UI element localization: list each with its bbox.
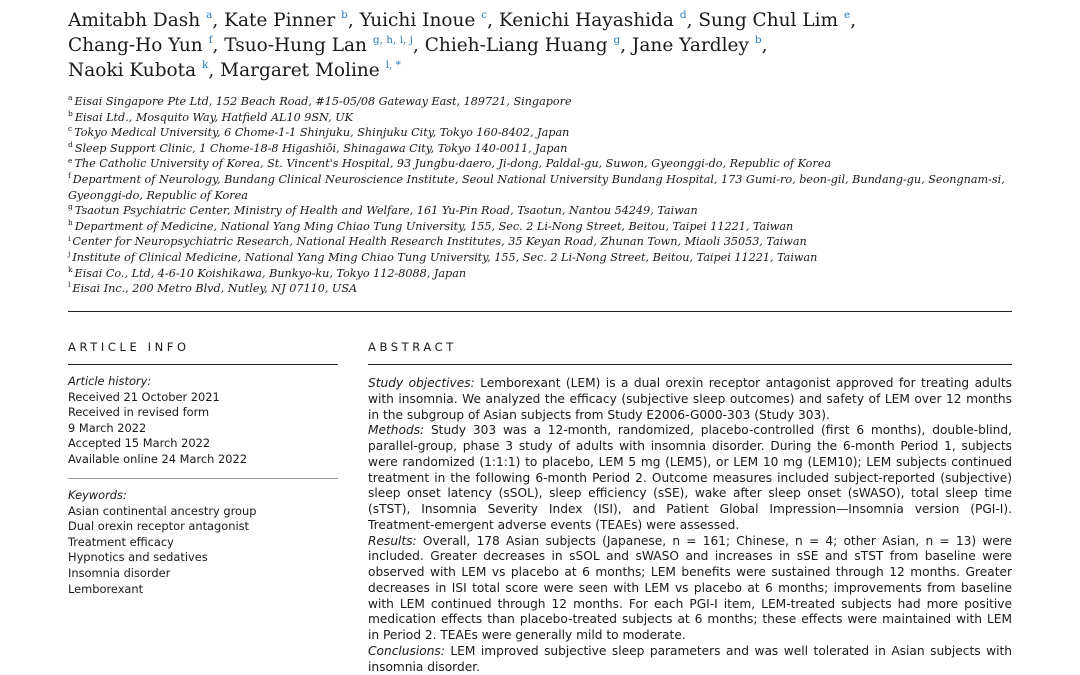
- author-separator: ,: [208, 60, 221, 81]
- abstract-conclusions: [368, 644, 1012, 675]
- author-affiliation-marker[interactable]: b: [754, 33, 762, 46]
- author-affiliation-marker[interactable]: d: [679, 8, 687, 21]
- author-name: Sung Chul Lim: [698, 10, 839, 31]
- affiliation-item: [68, 156, 1028, 172]
- affiliation-item: [68, 141, 1028, 157]
- affiliation-text: Center for Neuropsychiatric Research, National Health Research Institutes, 35 Keyan Road, Zhunan Town, Miaoli 35053, Taiwan: [72, 235, 807, 249]
- top-divider: [68, 311, 1012, 312]
- abstract-methods: [368, 423, 1012, 533]
- article-info-divider: [68, 364, 338, 365]
- affiliation-marker: c: [68, 124, 73, 134]
- affiliation-item: [68, 266, 1028, 282]
- keywords: [68, 488, 338, 597]
- affiliation-item: [68, 172, 1028, 203]
- author-affiliation-marker[interactable]: e: [843, 8, 851, 21]
- author-separator: ,: [212, 10, 225, 31]
- affiliation-text: Department of Medicine, National Yang Ming Chiao Tung University, 155, Sec. 2 Li-Nong Street, Beitou, Taipei 11221, Taiwan: [74, 219, 794, 233]
- history-line: Available online 24 March 2022: [68, 451, 247, 466]
- author-affiliation-marker[interactable]: a: [206, 8, 213, 21]
- keyword-item: Hypnotics and sedatives: [68, 550, 208, 565]
- author-name: Margaret Moline: [220, 60, 380, 81]
- affiliation-marker: b: [68, 108, 73, 118]
- keywords-label: Keywords:: [68, 488, 127, 502]
- author-affiliation-marker[interactable]: l, *: [385, 58, 401, 71]
- keyword-item: Insomnia disorder: [68, 565, 171, 580]
- author-name: Naoki Kubota: [68, 60, 197, 81]
- history-line: 9 March 2022: [68, 420, 147, 435]
- affiliation-marker: h: [68, 218, 73, 228]
- author-affiliation-marker[interactable]: g: [613, 33, 621, 46]
- abstract-heading: ABSTRACT: [368, 340, 457, 354]
- author-affiliation-marker[interactable]: f: [208, 33, 213, 46]
- author-separator: ,: [487, 10, 499, 31]
- affiliation-text: Sleep Support Clinic, 1 Chome-18-8 Higashiōi, Shinagawa City, Tokyo 140-0011, Japan: [74, 141, 568, 155]
- author-separator: ,: [686, 10, 699, 31]
- affiliation-text: Tsaotun Psychiatric Center, Ministry of Health and Welfare, 161 Yu-Pin Road, Tsaotun, Nantou 54249, Taiwan: [74, 204, 698, 218]
- author-name: Kate Pinner: [224, 10, 336, 31]
- keyword-item: Lemborexant: [68, 581, 144, 596]
- affiliation-text: Eisai Co., Ltd, 4-6-10 Koishikawa, Bunkyo-ku, Tokyo 112-8088, Japan: [74, 266, 467, 280]
- keywords-divider: [68, 478, 338, 479]
- author-separator: ,: [850, 10, 857, 31]
- abstract-divider: [368, 364, 1012, 365]
- affiliation-item: [68, 234, 1028, 250]
- affiliation-text: Eisai Ltd., Mosquito Way, Hatfield AL10 9SN, UK: [74, 110, 354, 124]
- affiliation-marker: k: [68, 264, 73, 274]
- author-name: Yuichi Inoue: [359, 10, 476, 31]
- affiliation-marker: g: [68, 202, 73, 212]
- affiliation-marker: e: [68, 155, 73, 165]
- history-line: Received in revised form: [68, 405, 210, 420]
- affiliation-item: [68, 203, 1028, 219]
- affiliation-text: Institute of Clinical Medicine, National Yang Ming Chiao Tung University, 155, Sec. 2 Li-Nong Street, Beitou, Taipei 11221, Taiwan: [72, 250, 818, 264]
- affiliation-item: [68, 110, 1028, 126]
- author-name: Chang-Ho Yun: [68, 35, 203, 56]
- author-separator: ,: [761, 35, 768, 56]
- keyword-item: Asian continental ancestry group: [68, 503, 257, 518]
- author-name: Kenichi Hayashida: [498, 10, 674, 31]
- conclusions-text: LEM improved subjective sleep parameters and was well tolerated in Asian subjects with insomnia disorder.: [368, 643, 1012, 674]
- author-affiliation-marker[interactable]: c: [481, 8, 488, 21]
- author-separator: ,: [212, 35, 225, 56]
- author-name: Chieh-Liang Huang: [424, 35, 608, 56]
- results-text: Overall, 178 Asian subjects (Japanese, n = 161; Chinese, n = 4; other Asian, n = 13) were included. Greater decreases in sSOL and sWASO and increases in sSE and sTST from baseline were observed with LEM vs placebo at 6 months; LEM benefits were sustained through 12 months. Greater decreases in ISI total score were seen with LEM vs placebo at 6 months; improvements from baseline with LEM continued through 12 months. For each PGI-I item, LEM-treated subjects had more positive medication effects than placebo-treated subjects at 6 months; these effects were maintained with LEM in Period 2. TEAEs were generally mild to moderate.: [368, 533, 1012, 642]
- author-list: [68, 8, 1028, 83]
- abstract-objectives: [368, 376, 1012, 423]
- author-separator: ,: [620, 35, 632, 56]
- author-affiliation-marker[interactable]: b: [341, 8, 348, 21]
- affiliation-marker: i: [68, 233, 71, 243]
- author-separator: ,: [347, 10, 360, 31]
- affiliation-text: Eisai Inc., 200 Metro Blvd, Nutley, NJ 07110, USA: [72, 282, 358, 296]
- author-name: Jane Yardley: [631, 35, 749, 56]
- affiliation-text: Eisai Singapore Pte Ltd, 152 Beach Road, #15-05/08 Gateway East, 189721, Singapore: [74, 95, 572, 108]
- affiliation-marker: j: [68, 249, 71, 259]
- results-label: Results:: [368, 533, 417, 548]
- affiliation-item: [68, 219, 1028, 235]
- author-affiliation-marker[interactable]: g, h, i, j: [372, 33, 413, 46]
- affiliation-marker: d: [68, 140, 73, 150]
- objectives-label: Study objectives:: [368, 376, 475, 390]
- author-separator: ,: [412, 35, 425, 56]
- abstract-results: [368, 534, 1012, 644]
- article-history: [68, 374, 338, 468]
- affiliation-marker: f: [68, 171, 71, 181]
- affiliation-text: Department of Neurology, Bundang Clinical Neuroscience Institute, Seoul National University Bundang Hospital, 173 Gumi-ro, beon-gil, Bundang-gu, Seongnam-si, Gyeonggi-do, Republic of Korea: [68, 172, 1005, 202]
- article-history-label: Article history:: [68, 374, 152, 388]
- objectives-text: Lemborexant (LEM) is a dual orexin receptor antagonist approved for treating adults with insomnia. We analyzed the efficacy (subjective sleep outcomes) and safety of LEM over 12 months in the subgroup of Asian subjects from Study E2006-G000-303 (Study 303).: [368, 376, 1013, 422]
- abstract-body: [368, 376, 1012, 675]
- affiliation-text: The Catholic University of Korea, St. Vincent's Hospital, 93 Jungbu-daero, Ji-dong, Paldal-gu, Suwon, Gyeonggi-do, Republic of Korea: [74, 157, 832, 171]
- affiliation-marker: a: [68, 93, 73, 103]
- conclusions-label: Conclusions:: [368, 643, 445, 658]
- article-info-heading: ARTICLE INFO: [68, 340, 190, 354]
- affiliation-item: [68, 281, 1028, 297]
- keyword-item: Dual orexin receptor antagonist: [68, 519, 250, 534]
- affiliation-item: [68, 94, 1028, 110]
- author-name: Tsuo-Hung Lan: [224, 35, 367, 56]
- affiliation-item: [68, 125, 1028, 141]
- methods-label: Methods:: [368, 423, 425, 438]
- affiliation-item: [68, 250, 1028, 266]
- affiliation-marker: l: [68, 280, 71, 290]
- affiliation-text: Tokyo Medical University, 6 Chome-1-1 Shinjuku, Shinjuku City, Tokyo 160-8402, Japan: [74, 126, 570, 140]
- author-name: Amitabh Dash: [68, 10, 201, 31]
- history-line: Received 21 October 2021: [68, 389, 220, 404]
- keyword-item: Treatment efficacy: [68, 534, 174, 549]
- methods-text: Study 303 was a 12-month, randomized, placebo-controlled (first 6 months), double-blind, parallel-group, phase 3 study of adults with insomnia disorder. During the 6-month Period 1, subjects were randomized (1:1:1) to placebo, LEM 5 mg (LEM5), or LEM 10 mg (LEM10); LEM subjects continued treatment in the following 6-month Period 2. Outcome measures included subject-reported (subjective) sleep onset latency (sSOL), sleep efficiency (sSE), wake after sleep onset (sWASO), total sleep time (sTST), Insomnia Severity Index (ISI), and Patient Global Impression—Insomnia version (PGI-I). Treatment-emergent adverse events (TEAEs) were assessed.: [368, 423, 1012, 532]
- history-line: Accepted 15 March 2022: [68, 436, 211, 451]
- affiliation-list: [68, 94, 1028, 297]
- author-affiliation-marker[interactable]: k: [202, 58, 209, 71]
